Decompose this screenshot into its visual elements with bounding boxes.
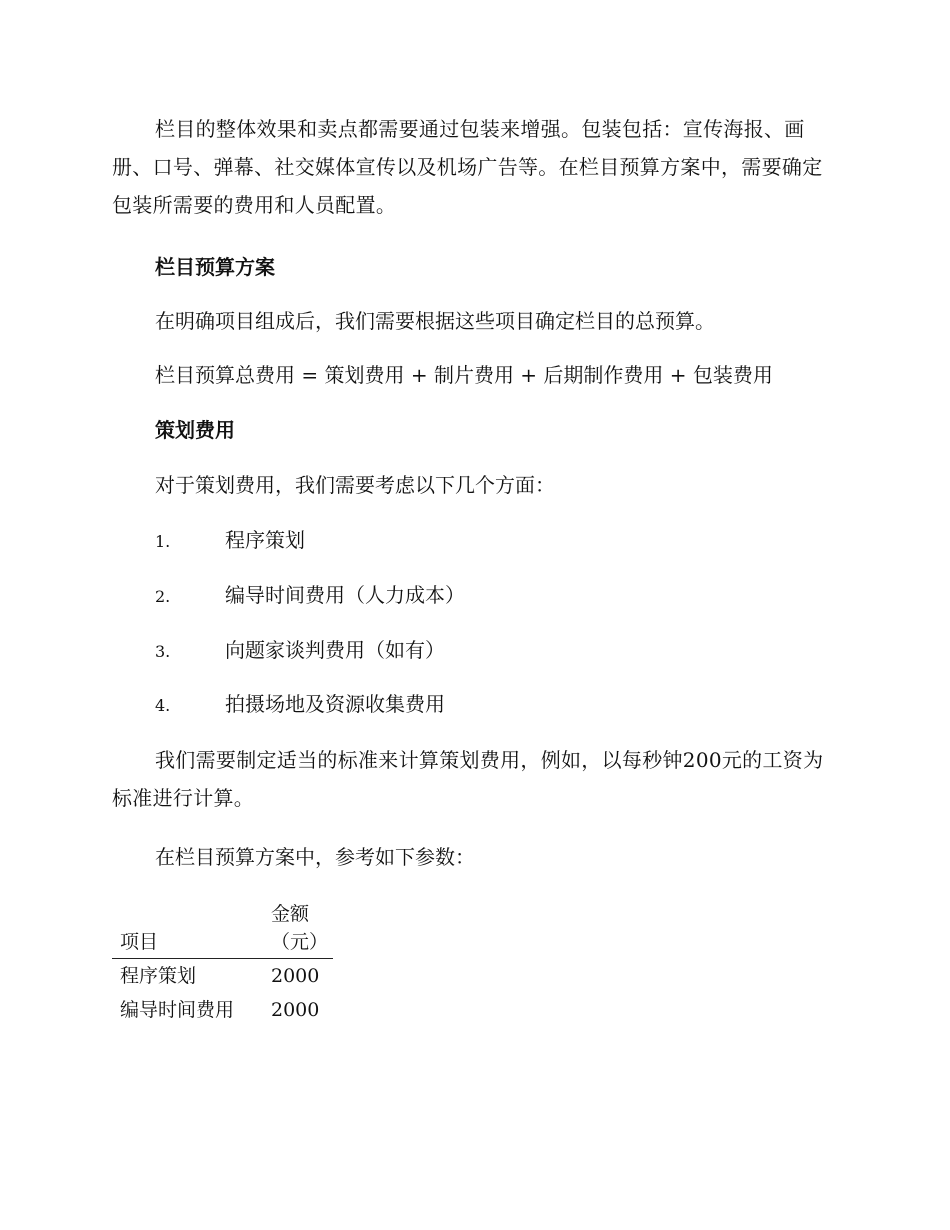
list-item	[155, 689, 445, 721]
table-header-amount	[263, 900, 333, 959]
table-row	[112, 959, 333, 994]
heading-budget-plan: 栏目预算方案	[155, 255, 275, 279]
heading-planning-cost: 策划费用	[155, 418, 235, 442]
list-item	[155, 580, 465, 612]
budget-formula-text: 栏目预算总费用 = 策划费用 + 制片费用 + 后期制作费用 + 包装费用	[155, 363, 773, 387]
list-number: 3.	[155, 642, 171, 661]
table-header-item: 项目	[112, 900, 263, 959]
list-text: 向题家谈判费用（如有）	[225, 638, 445, 662]
budget-table	[112, 900, 333, 1027]
list-text: 拍摄场地及资源收集费用	[225, 692, 445, 716]
list-item	[155, 635, 445, 667]
table-row	[112, 993, 333, 1027]
budget-intro-text: 在明确项目组成后，我们需要根据这些项目确定栏目的总预算。	[155, 309, 715, 333]
list-number: 1.	[155, 532, 171, 551]
planning-intro-text: 对于策划费用，我们需要考虑以下几个方面：	[155, 473, 555, 497]
table-cell-amount: 2000	[271, 999, 320, 1021]
table-cell-amount: 2000	[271, 965, 320, 987]
list-number: 2.	[155, 587, 171, 606]
intro-paragraph: 栏目的整体效果和卖点都需要通过包装来增强。包装包括：宣传海报、画册、口号、弹幕、社交媒体宣传以及机场广告等。在栏目预算方案中，需要确定包装所需要的费用和人员配置。	[112, 117, 823, 217]
list-number: 4.	[155, 696, 171, 715]
standard-paragraph: 我们需要制定适当的标准来计算策划费用，例如，以每秒钟200元的工资为标准进行计算。	[112, 748, 824, 810]
table-header-amount-label: 金额（元）	[271, 903, 329, 953]
params-intro-text: 在栏目预算方案中，参考如下参数：	[155, 845, 475, 869]
table-header-row	[112, 900, 333, 959]
list-text: 程序策划	[225, 528, 305, 552]
table-cell-item: 程序策划	[120, 965, 197, 987]
table-cell-item: 编导时间费用	[120, 999, 235, 1021]
list-text: 编导时间费用（人力成本）	[225, 583, 465, 607]
list-item	[155, 525, 305, 557]
